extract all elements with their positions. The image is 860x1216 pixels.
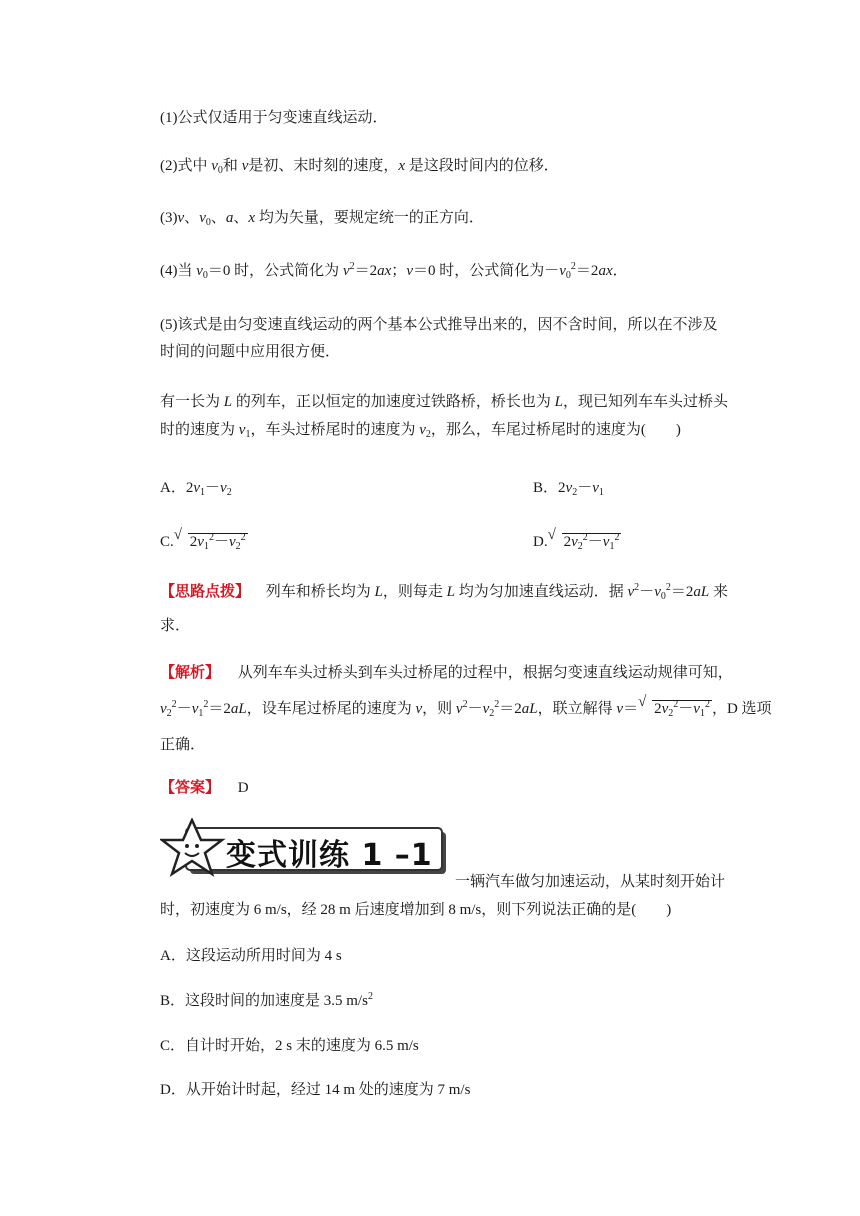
analysis-tag: 【解析】 xyxy=(160,665,221,681)
variant-option-b[interactable]: B．这段时间的加速度是 3.5 $m/s^2$ xyxy=(160,991,373,1009)
banner-title: 变式训练 1 –1 xyxy=(226,838,433,873)
sqrt-symbol: √ $2v_1^2-v_2^2$ xyxy=(173,527,246,552)
hint-tag: 【思路点拨】 xyxy=(160,584,251,600)
sqrt-symbol: √ $2v_2^2-v_1^2$ xyxy=(547,527,620,552)
note-2: (2)式中 $v_0$和 v是初、末时刻的速度，x 是这段时间内的位移． xyxy=(160,158,559,176)
note-5-line-2: 时间的问题中应用很方便． xyxy=(160,344,341,360)
sqrt-symbol: √ $2v_2^2-v_1^2$ xyxy=(638,694,710,719)
option-b[interactable]: B．$2v_2-v_1$ xyxy=(533,480,604,498)
variant-option-c[interactable]: C．自计时开始，2 s 末的速度为 6.5 m/s xyxy=(160,1038,419,1054)
variant-option-d[interactable]: D．从开始计时起，经过 14 m 处的速度为 7 m/s xyxy=(160,1082,471,1098)
question-line-1: 有一长为 L 的列车，正以恒定的加速度过铁路桥，桥长也为 L，现已知列车车头过桥头 xyxy=(160,394,728,410)
variant-line-1: 一辆汽车做匀加速运动，从某时刻开始计 xyxy=(455,874,726,890)
analysis-line-1: 【解析】 从列车车头过桥头到车头过桥尾的过程中，根据匀变速直线运动规律可知， xyxy=(160,665,733,681)
hint-line-2: 求． xyxy=(160,618,191,634)
option-c[interactable]: C. √ $2v_1^2-v_2^2$ xyxy=(160,527,246,552)
variant-line-2: 时，初速度为 6 m/s，经 28 m 后速度增加到 8 m/s，则下列说法正确的是( ) xyxy=(160,902,672,918)
answer-tag: 【答案】 xyxy=(160,780,221,796)
variant-option-a[interactable]: A．这段运动所用时间为 4 s xyxy=(160,948,342,964)
answer-value: D xyxy=(237,780,249,796)
analysis-line-3: 正确． xyxy=(160,737,206,753)
hint-line-1: 【思路点拨】 列车和桥长均为 L，则每走 L 均为匀加速直线运动．据 $v^2-v_0^2=2aL$ 来 xyxy=(160,582,728,602)
note-5-line-1: (5)该式是由匀变速直线运动的两个基本公式推导出来的，因不含时间，所以在不涉及 xyxy=(160,317,718,333)
question-line-2: 时的速度为 $v_1$，车头过桥尾时的速度为 $v_2$，那么，车尾过桥尾时的速度为( ) xyxy=(160,422,681,440)
note-1: (1)公式仅适用于匀变速直线运动． xyxy=(160,110,388,126)
answer-line xyxy=(160,776,249,797)
note-4: (4)当 $v_0=0$ 时，公式简化为 $v^2=2ax$；v＝0 时，公式简化为$-v_0^2=2ax$． xyxy=(160,261,628,281)
note-3: (3)v、$v_0$、a、x 均为矢量，要规定统一的正方向． xyxy=(160,210,484,228)
option-a[interactable]: A．$2v_1-v_2$ xyxy=(160,480,232,498)
variant-banner xyxy=(160,818,450,884)
analysis-line-2: $v_2^2-v_1^2=2aL$，设车尾过桥尾的速度为 v，则 $v^2-v_2^2=2aL$，联立解得 v＝ √ $2v_2^2-v_1^2$ ，D 选项 xyxy=(160,694,772,719)
option-d[interactable]: D. √ $2v_2^2-v_1^2$ xyxy=(533,527,620,552)
